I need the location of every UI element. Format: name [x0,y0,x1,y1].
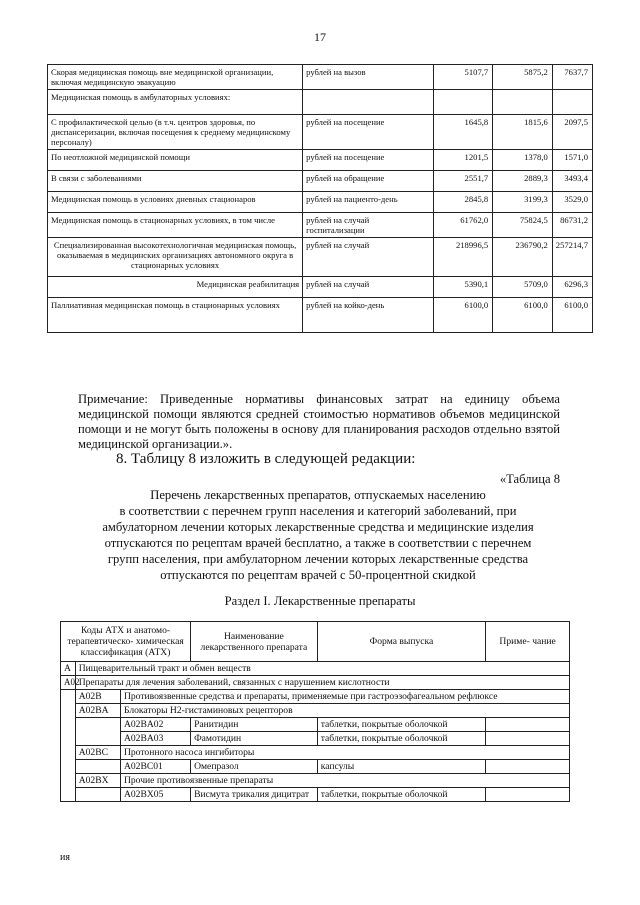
table-row [48,150,593,171]
table-reference: «Таблица 8 [499,472,560,486]
norm-value: 5107,7 [433,65,493,90]
table-row [61,704,570,718]
table-row [48,115,593,150]
norm-name: Медицинская реабилитация [48,277,303,298]
title-line: Перечень лекарственных препаратов, отпускаемых населению [150,488,486,502]
norm-unit: рублей на случай [303,238,434,277]
norm-value: 1815,6 [493,115,553,150]
norm-unit: рублей на пациенто-день [303,192,434,213]
atc-group-name: Пищеварительный тракт и обмен веществ [75,662,569,676]
norm-unit: рублей на посещение [303,115,434,150]
atc-code: A02B [75,690,120,704]
norm-unit: рублей на посещение [303,150,434,171]
norm-value: 5390,1 [433,277,493,298]
norm-unit: рублей на вызов [303,65,434,90]
atc-code: A02BA02 [120,718,190,732]
drug-note [486,788,570,802]
norm-value [552,90,592,115]
table-row [61,718,570,732]
table-header-row [61,622,570,662]
table-row [61,774,570,788]
header-name: Наименование лекарственного препарата [191,622,318,662]
atc-code: A [61,662,76,676]
norm-value: 6100,0 [493,298,553,333]
norm-value: 236790,2 [493,238,553,277]
drug-form: капсулы [317,760,486,774]
norm-value: 2889,3 [493,171,553,192]
table-row [48,65,593,90]
norm-value: 61762,0 [433,213,493,238]
atc-code: A02BC01 [120,760,190,774]
norm-value: 1571,0 [552,150,592,171]
atc-group-name: Прочие противоязвенные препараты [120,774,569,788]
norm-value: 218996,5 [433,238,493,277]
atc-code: A02BA [75,704,120,718]
financial-norms-table [47,64,593,333]
atc-code: A02 [61,676,76,690]
title-line: отпускаются по рецептам врачей с 50-процентной скидкой [160,568,476,582]
table-row [61,788,570,802]
table-row [48,277,593,298]
norm-value: 1378,0 [493,150,553,171]
norm-unit: рублей на обращение [303,171,434,192]
drug-name: Омепразол [191,760,318,774]
drug-form: таблетки, покрытые оболочкой [317,732,486,746]
norm-unit: рублей на случай [303,277,434,298]
atc-code: A02BX05 [120,788,190,802]
drug-note [486,760,570,774]
table-row [61,732,570,746]
norm-value: 5875,2 [493,65,553,90]
footer-mark: ия [60,852,70,863]
table-row [61,690,570,704]
norm-name: Скорая медицинская помощь вне медицинской организации, включая медицинскую эвакуацию [48,65,303,90]
section-item-8: 8. Таблицу 8 изложить в следующей редакции: [116,451,416,467]
note-paragraph: Примечание: Приведенные нормативы финансовых затрат на единицу объема медицинской помощи являются средней стоимостью нормативов объемов медицинской помощи и не могут быть положены в основу для планирования расходов отдельно взятой медицинской организации.». [78,392,560,451]
drug-form: таблетки, покрытые оболочкой [317,788,486,802]
title-line: в соответствии с перечнем групп населения и категорий заболеваний, при [119,504,517,518]
norm-value: 75824,5 [493,213,553,238]
table-row [48,213,593,238]
norm-value: 7637,7 [552,65,592,90]
header-note: Приме- чание [486,622,570,662]
norm-name: Специализированная высокотехнологичная медицинская помощь, оказываемая в медицинских организациях автономного округа в стационарных условиях [48,238,303,277]
norm-name: Медицинская помощь в амбулаторных условиях: [48,90,303,115]
table-row [48,192,593,213]
drug-name: Ранитидин [191,718,318,732]
norm-value: 3199,3 [493,192,553,213]
norm-value: 1645,8 [433,115,493,150]
norm-value: 1201,5 [433,150,493,171]
table-row [61,760,570,774]
norm-value: 2551,7 [433,171,493,192]
norm-value: 5709,0 [493,277,553,298]
norm-name: По неотложной медицинской помощи [48,150,303,171]
norm-name: В связи с заболеваниями [48,171,303,192]
atc-group-name: Протонного насоса ингибиторы [120,746,569,760]
norm-unit: рублей на случай госпитализации [303,213,434,238]
norm-value: 257214,7 [552,238,592,277]
norm-value: 86731,2 [552,213,592,238]
atc-code: A02BX [75,774,120,788]
norm-name: С профилактической целью (в т.ч. центров здоровья, по диспансеризации, включая посещения к среднему медицинскому персоналу) [48,115,303,150]
table-row [48,298,593,333]
drug-name: Висмута трикалия дицитрат [191,788,318,802]
page-number: 17 [314,30,326,44]
table-row [61,662,570,676]
norm-name: Паллиативная медицинская помощь в стационарных условиях [48,298,303,333]
atc-code: A02BC [75,746,120,760]
section-heading: Раздел I. Лекарственные препараты [224,594,416,608]
drugs-table [60,621,570,802]
table-title [78,487,558,583]
norm-value: 2845,8 [433,192,493,213]
atc-group-name: Противоязвенные средства и препараты, применяемые при гастроэзофагеальном рефлюксе [120,690,569,704]
table-row [48,171,593,192]
header-codes: Коды АТХ и анатомо-терапевтическо- химическая классификация (АТХ) [61,622,191,662]
drug-name: Фамотидин [191,732,318,746]
norm-value: 6296,3 [552,277,592,298]
table-row [61,746,570,760]
table-row [61,676,570,690]
norm-unit: рублей на койко-день [303,298,434,333]
drug-note [486,732,570,746]
atc-group-name: Блокаторы Н2-гистаминовых рецепторов [120,704,569,718]
title-line: амбулаторном лечении которых лекарственные средства и медицинские изделия [102,520,534,534]
drug-note [486,718,570,732]
table-row [48,238,593,277]
atc-group-name: Препараты для лечения заболеваний, связанных с нарушением кислотности [75,676,569,690]
norm-value: 6100,0 [552,298,592,333]
norm-value: 2097,5 [552,115,592,150]
norm-value: 3493,4 [552,171,592,192]
norm-unit [303,90,434,115]
norm-value: 3529,0 [552,192,592,213]
norm-value [493,90,553,115]
norm-name: Медицинская помощь в условиях дневных стационаров [48,192,303,213]
header-form: Форма выпуска [317,622,486,662]
norm-value [433,90,493,115]
norm-value: 6100,0 [433,298,493,333]
atc-code: A02BA03 [120,732,190,746]
drug-form: таблетки, покрытые оболочкой [317,718,486,732]
title-line: отпускаются по рецептам врачей бесплатно, а также в соответствии с перечнем [104,536,532,550]
table-row [48,90,593,115]
title-line: групп населения, при амбулаторном лечении которых лекарственные средства [107,552,529,566]
norm-name: Медицинская помощь в стационарных условиях, в том числе [48,213,303,238]
